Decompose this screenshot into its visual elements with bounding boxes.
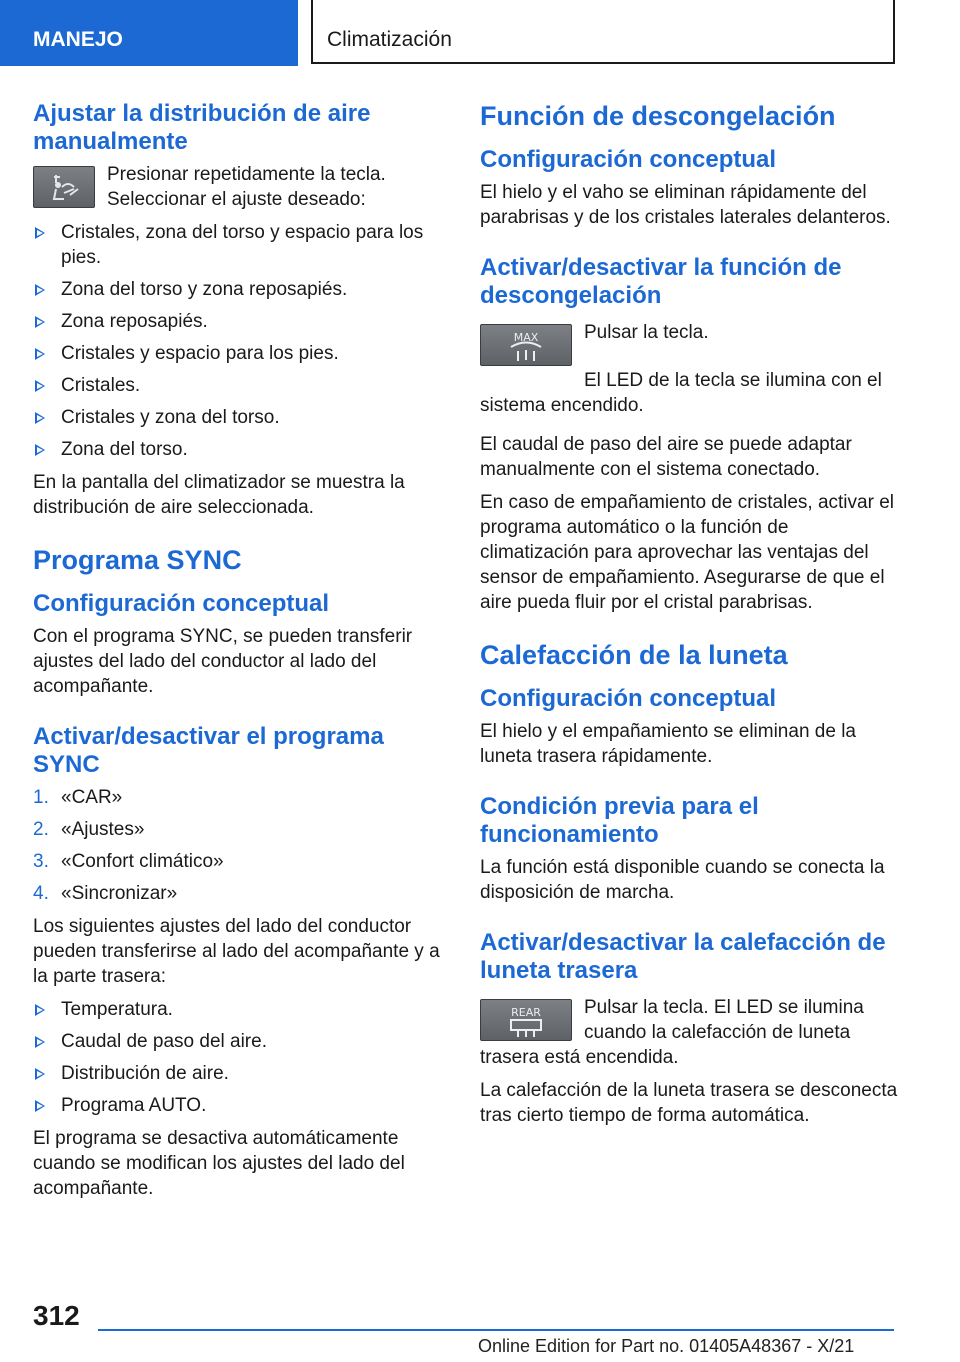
led-text: El LED de la tecla se ilumina con el sistema encendido. xyxy=(480,370,882,416)
heading-rear-toggle: Activar/desactivar la calefacción de luneta trasera xyxy=(480,929,886,984)
bullet-triangle-icon xyxy=(35,1004,45,1016)
rear-off-text: La calefacción de la luneta trasera se desconecta tras cierto tiempo de forma automática. xyxy=(480,1080,898,1126)
defrost-key-row xyxy=(480,320,898,370)
list-item: Temperatura. xyxy=(33,997,443,1022)
fog-text: En caso de empañamiento de cristales, activar el programa automático o la función de climatización para aprovechar las ventajas del sensor de empañamiento. Asegurarse de que el aire pueda fluir por el cristal parabrisas. xyxy=(480,492,894,613)
rear-key-row xyxy=(480,995,898,1070)
transfer-intro: Los siguientes ajustes del lado del conductor pueden transferirse al lado del acompañante y a la parte trasera: xyxy=(33,916,440,987)
distribution-intro: Presionar repetidamente la tecla. Seleccionar el ajuste deseado: xyxy=(107,164,386,210)
bullet-triangle-icon xyxy=(35,316,45,328)
page-number: 312 xyxy=(33,1300,80,1331)
distribution-note: En la pantalla del climatizador se muestra la distribución de aire seleccionada. xyxy=(33,472,405,518)
section-tab: MANEJO xyxy=(0,0,298,66)
sync-description: Con el programa SYNC, se pueden transferir ajustes del lado del conductor al lado del acompañante. xyxy=(33,626,413,697)
rear-press-text: Pulsar la tecla. El LED se ilumina cuando la calefacción de luneta trasera está encendida. xyxy=(480,997,864,1068)
bullet-triangle-icon xyxy=(35,1100,45,1112)
heading-sync-program: Programa SYNC xyxy=(33,545,242,575)
list-item: Caudal de paso del aire. xyxy=(33,1029,443,1054)
heading-sync-toggle: Activar/desactivar el programa SYNC xyxy=(33,723,384,778)
list-item: 4. «Sincronizar» xyxy=(33,883,178,904)
heading-precondition: Condición previa para el funcionamiento xyxy=(480,793,759,848)
deactivate-note: El programa se desactiva automáticamente cuando se modifican los ajustes del lado del acompañante. xyxy=(33,1128,405,1199)
list-item: Zona reposapiés. xyxy=(33,309,443,334)
press-key-text: Pulsar la tecla. xyxy=(584,322,709,343)
list-item: Cristales y zona del torso. xyxy=(33,405,443,430)
heading-manual-distribution: Ajustar la distribución de aire manualmente xyxy=(33,100,371,155)
precondition-text: La función está disponible cuando se conecta la disposición de marcha. xyxy=(480,857,885,903)
heading-defrost-toggle: Activar/desactivar la función de descongelación xyxy=(480,254,842,309)
max-label: MAX xyxy=(513,331,539,344)
heading-defrost-concept: Configuración conceptual xyxy=(480,146,777,173)
list-item: Cristales y espacio para los pies. xyxy=(33,341,443,366)
max-defrost-key-icon xyxy=(480,320,572,370)
list-item: 1. «CAR» xyxy=(33,787,123,808)
bullet-triangle-icon xyxy=(35,1036,45,1048)
heading-defrost: Función de descongelación xyxy=(480,101,836,131)
bullet-triangle-icon xyxy=(35,1068,45,1080)
left-column xyxy=(33,100,443,1209)
heading-rear-heating: Calefacción de la luneta xyxy=(480,640,788,670)
transfer-list xyxy=(33,997,443,1118)
list-item: 3. «Confort climático» xyxy=(33,851,224,872)
list-item: 2. «Ajustes» xyxy=(33,819,145,840)
list-item: Programa AUTO. xyxy=(33,1093,443,1118)
sync-steps xyxy=(33,785,443,906)
rear-label: REAR xyxy=(511,1006,541,1019)
bullet-triangle-icon xyxy=(35,284,45,296)
defrost-description: El hielo y el vaho se eliminan rápidamente del parabrisas y de los cristales laterales delanteros. xyxy=(480,182,891,228)
right-column xyxy=(480,100,898,1136)
bullet-triangle-icon xyxy=(35,227,45,239)
bullet-triangle-icon xyxy=(35,380,45,392)
edition-text: Online Edition for Part no. 01405A48367 - X/21 xyxy=(478,1336,855,1356)
heading-rear-concept: Configuración conceptual xyxy=(480,685,777,712)
bullet-triangle-icon xyxy=(35,444,45,456)
rear-defrost-key-icon xyxy=(480,995,572,1045)
distribution-key-row xyxy=(33,162,443,212)
bullet-triangle-icon xyxy=(35,412,45,424)
list-item: Zona del torso y zona reposapiés. xyxy=(33,277,443,302)
list-item: Cristales. xyxy=(33,373,443,398)
distribution-list xyxy=(33,220,443,462)
list-item: Zona del torso. xyxy=(33,437,443,462)
footer-divider xyxy=(98,1329,894,1331)
rear-description: El hielo y el empañamiento se eliminan de la luneta trasera rápidamente. xyxy=(480,721,856,767)
heading-sync-concept: Configuración conceptual xyxy=(33,590,330,617)
bullet-triangle-icon xyxy=(35,348,45,360)
list-item: Distribución de aire. xyxy=(33,1061,443,1086)
chapter-title: Climatización xyxy=(311,0,895,64)
air-distribution-key-icon xyxy=(33,166,95,208)
list-item: Cristales, zona del torso y espacio para los pies. xyxy=(33,220,443,270)
flow-text: El caudal de paso del aire se puede adaptar manualmente con el sistema conectado. xyxy=(480,434,852,480)
